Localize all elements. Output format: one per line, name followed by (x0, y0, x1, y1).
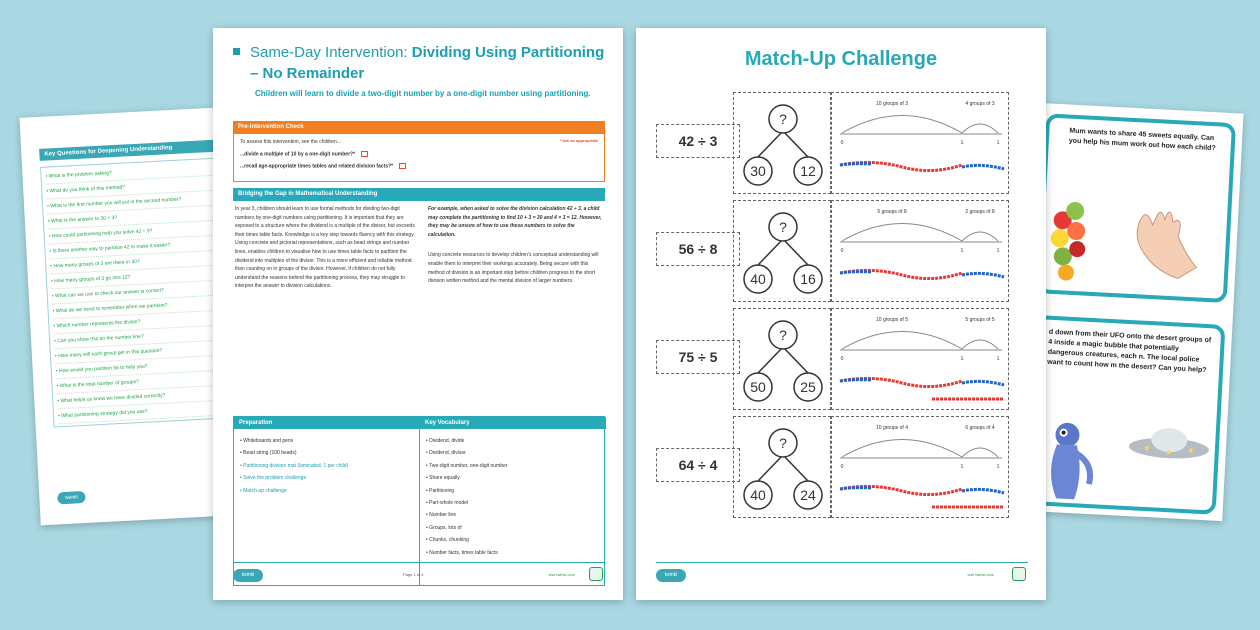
bead-string-blue-end (962, 381, 1004, 385)
question-item: • How many will each group get in this question? (55, 340, 231, 364)
twinkl-logo: twinkl (57, 491, 86, 504)
page-number: Page 1 of 4 (403, 572, 424, 577)
preparation-item[interactable]: • Match-up challenge (240, 485, 415, 497)
vocabulary-item: • Number line (426, 509, 601, 521)
table-divider (419, 417, 420, 585)
twinkl-logo: twinkl (233, 569, 263, 582)
number-line-diagram (832, 309, 1010, 411)
jump-arc-large (842, 440, 962, 458)
question-item: • Is there another way to partition 42 to make it easier? (49, 235, 225, 259)
number-line-card[interactable] (831, 200, 1009, 302)
part-whole-model (734, 93, 832, 195)
title-light: Same-Day Intervention: (250, 44, 412, 61)
pre-check-line-2: ...recall age-appropriate times tables and related division facts?* (240, 163, 598, 169)
vocabulary-item: • Number facts, times table facts (426, 547, 601, 559)
bead-string-blue-end (962, 165, 1004, 169)
vocabulary-item: • Part-whole model (426, 497, 601, 509)
tree-node-right: 24 (800, 487, 816, 503)
part-whole-card[interactable] (733, 92, 831, 194)
tree-node-top: ? (779, 219, 787, 235)
tree-branch (783, 347, 808, 373)
pre-intervention-check-box (233, 134, 605, 182)
crest-icon (1012, 567, 1026, 581)
question-item: • What helps us know we have divided correctly? (57, 385, 233, 409)
part-whole-card[interactable] (733, 200, 831, 302)
question-item: • How many groups of 3 go into 12? (51, 265, 227, 289)
title-bullet-icon (233, 48, 240, 55)
problem-card-ufo (1026, 315, 1226, 515)
jump-arc-large (842, 224, 962, 242)
tree-node-left: 50 (750, 379, 766, 395)
number-line-tick-label: 1 (960, 248, 964, 254)
tree-node-left: 30 (750, 163, 766, 179)
tree-branch (783, 455, 808, 481)
bead-string-blue (840, 488, 872, 489)
preparation-vocabulary-table (233, 416, 605, 586)
question-item: • What is the total number of groups? (56, 370, 232, 394)
tree-branch (758, 131, 783, 157)
question-item: • What is the first number you will put in the second number? (47, 190, 223, 214)
vocabulary-item: • Partitioning (426, 485, 601, 497)
part-whole-card[interactable] (733, 416, 831, 518)
lesson-plan-page (213, 28, 623, 600)
vocabulary-item: • Dividend, divisor (426, 447, 601, 459)
preparation-list (240, 435, 415, 497)
jump-arc-large (842, 116, 962, 134)
sweets-pile-icon (1049, 201, 1088, 282)
vocabulary-header: Key Vocabulary (420, 417, 606, 429)
jump-arc-small (962, 124, 998, 133)
problem-card-ufo-text: d down from their UFO onto the desert groups of 4 inside a magic bubble that potentially dangerous creatures, each n. The local police want to count how m the desert? Can you help? (1047, 328, 1212, 375)
question-item: • What can we use to check our answer is correct? (51, 280, 227, 304)
title-bold: Dividing Using Partitioning (411, 44, 605, 61)
key-questions-list (40, 157, 238, 427)
match-up-challenge-page (636, 28, 1046, 600)
jump-label-large: 10 groups of 4 (876, 425, 908, 431)
bead-string-blue (840, 272, 872, 273)
bridging-gap-example: For example, when asked to solve the division calculation 42 ÷ 3, a child may complete the partitioning to find 10 + 3 = 30 and 4 × 3 = 12. However, they may be unsure of how to use these numbers to solve the calculation. (428, 206, 602, 238)
bridging-gap-header: Bridging the Gap in Mathematical Understanding (233, 188, 605, 201)
number-line-diagram (832, 201, 1010, 303)
pre-check-line-1: ...divide a multiple of 10 by a one-digit number?* (240, 151, 598, 157)
number-line-tick-label: 1 (996, 248, 1000, 254)
tree-branch (783, 131, 808, 157)
sweets-and-hand-illustration (1045, 180, 1221, 299)
crest-icon (589, 567, 603, 581)
question-item: • Can you show this on the number line? (54, 325, 230, 349)
vocabulary-list (426, 435, 601, 559)
tree-node-right: 12 (800, 163, 816, 179)
ufo-icon (1128, 426, 1209, 460)
number-line-tick-label: 1 (996, 140, 1000, 146)
number-line-tick-label: 0 (840, 464, 844, 470)
number-line-tick-label: 1 (996, 464, 1000, 470)
question-item: • What is the problem asking? (45, 160, 221, 184)
jump-label-large: 10 groups of 3 (876, 101, 908, 107)
number-line-tick-label: 0 (840, 356, 844, 362)
tree-node-left: 40 (750, 487, 766, 503)
number-line-tick-label: 1 (960, 464, 964, 470)
part-whole-card[interactable] (733, 308, 831, 410)
jump-arc-small (962, 340, 998, 349)
question-item: • What do we need to remember when we partition? (52, 295, 228, 319)
lesson-plan-subtitle: Children will learn to divide a two-digit number by a one-digit number using partitioning. (255, 89, 591, 98)
part-whole-model (734, 417, 832, 519)
bridging-gap-right-column (428, 205, 603, 298)
preparation-item[interactable]: • Solve the problem challenge (240, 472, 415, 484)
number-line-diagram (832, 93, 1010, 195)
vocabulary-item: • Chunks, chunking (426, 534, 601, 546)
number-line-tick-label: 1 (960, 356, 964, 362)
question-item: • What do you think of this method? (46, 175, 222, 199)
number-line-tick-label: 1 (996, 356, 1000, 362)
equation-card[interactable]: 56 ÷ 8 (656, 232, 740, 266)
problem-cards-sheet (1017, 103, 1243, 521)
tick-box-icon[interactable] (399, 163, 406, 169)
vocabulary-item: • Two-digit number, one-digit number (426, 460, 601, 472)
tick-box-icon[interactable] (361, 151, 368, 157)
equation-card[interactable]: 42 ÷ 3 (656, 124, 740, 158)
match-up-footer (656, 562, 1028, 584)
jump-arc-small (962, 448, 998, 457)
equation-card[interactable]: 64 ÷ 4 (656, 448, 740, 482)
tree-node-top: ? (779, 327, 787, 343)
question-item: • What partitioning strategy did you use? (58, 400, 234, 424)
preparation-item: • Whiteboards and pens (240, 435, 415, 447)
part-whole-model (734, 201, 832, 303)
title-line2: – No Remainder (250, 65, 365, 82)
jump-arc-large (842, 332, 962, 350)
vocabulary-item: • Dividend, divide (426, 435, 601, 447)
preparation-item[interactable]: • Partitioning division mat (laminated, 1 per child) (240, 460, 415, 472)
match-up-title: Match-Up Challenge (744, 48, 938, 70)
bead-string-blue-end (962, 489, 1004, 493)
jump-label-large: 10 groups of 5 (876, 317, 908, 323)
problem-card-sweets-text: Mum wants to share 45 sweets equally. Can you help his mum work out how each child? (1068, 127, 1216, 153)
footer-url[interactable]: visit twinkl.com (967, 572, 994, 577)
key-questions-header: Key Questions for Deepening Understanding (39, 139, 224, 161)
tree-node-right: 16 (800, 271, 816, 287)
number-line-card[interactable] (831, 92, 1009, 194)
tree-node-right: 25 (800, 379, 816, 395)
tree-branch (758, 347, 783, 373)
twinkl-logo: twinkl (656, 569, 686, 582)
problem-card-sweets (1037, 113, 1236, 303)
part-whole-model (734, 309, 832, 411)
jump-label-large: 5 groups of 8 (877, 209, 907, 215)
open-hand-icon (1135, 210, 1199, 279)
bead-string-blue (840, 164, 872, 165)
question-item: • How many groups of 3 are there in 30? (50, 250, 226, 274)
tree-node-left: 40 (750, 271, 766, 287)
preparation-header: Preparation (234, 417, 419, 429)
number-line-card[interactable] (831, 308, 1009, 410)
tick-note: * tick as appropriate (559, 138, 598, 143)
lesson-plan-footer (233, 562, 605, 584)
number-line-tick-label: 1 (960, 140, 964, 146)
bridging-gap-right-text: Using concrete resources to develop children's conceptual understanding will enable them to interpret their workings accurately. Being secure with this method of division is an important step before children progress to the short division written method and the mental division of larger numbers. (428, 252, 599, 285)
question-item: • What is the answer to 30 ÷ 3? (48, 205, 224, 229)
tree-node-top: ? (779, 435, 787, 451)
question-item: • How would you partition 56 to help you? (55, 355, 231, 379)
jump-label-small: 5 groups of 5 (965, 317, 995, 323)
footer-url[interactable]: visit twinkl.com (548, 572, 575, 577)
number-line-card[interactable] (831, 416, 1009, 518)
alien-icon (1050, 422, 1093, 500)
tree-branch (783, 239, 808, 265)
question-item: • How could partitioning help you solve 42 ÷ 3? (48, 220, 224, 244)
pre-intervention-check-header: Pre-Intervention Check (233, 121, 605, 134)
vocabulary-item: • Groups, lots of (426, 522, 601, 534)
jump-label-small: 4 groups of 3 (965, 101, 995, 107)
bead-string-blue (840, 380, 872, 381)
preparation-item: • Bead string (100 beads) (240, 447, 415, 459)
tree-node-top: ? (779, 111, 787, 127)
jump-label-small: 2 groups of 8 (965, 209, 995, 215)
question-item: • Which number represents the divisor? (53, 310, 229, 334)
pre-check-intro: To assess this intervention, see the children... (240, 139, 341, 145)
equation-card[interactable]: 75 ÷ 5 (656, 340, 740, 374)
tree-branch (758, 455, 783, 481)
bridging-gap-left-text: In year 3, children should learn to use formal methods for dividing two-digit numbers by one-digit numbers using partitioning. It is important that they are exposed to a structure where the dividend is a multiple of the divisor, but exceeds their times table facts. Knowledge is a key step towards fluency with this strategy. Using concrete and pictorial representations, such as bead strings and number lines, enables children to visualise how to use times table facts to partition the dividend into multiples of the divisor. This is a more efficient and reliable method than counting on in groups of the divisor. However, if children do not fully understand the reasons behind the partitioning process, they may struggle to interpret the answer to division calculations. (235, 206, 415, 290)
number-line-tick-label: 0 (840, 248, 844, 254)
alien-and-ufo-illustration (1034, 411, 1213, 510)
vocabulary-item: • Share equally (426, 472, 601, 484)
jump-arc-small (962, 232, 998, 241)
lesson-plan-title (233, 42, 613, 84)
tree-branch (758, 239, 783, 265)
jump-label-small: 6 groups of 4 (965, 425, 995, 431)
bead-string-blue-end (962, 273, 1004, 277)
number-line-tick-label: 0 (840, 140, 844, 146)
number-line-diagram (832, 417, 1010, 519)
